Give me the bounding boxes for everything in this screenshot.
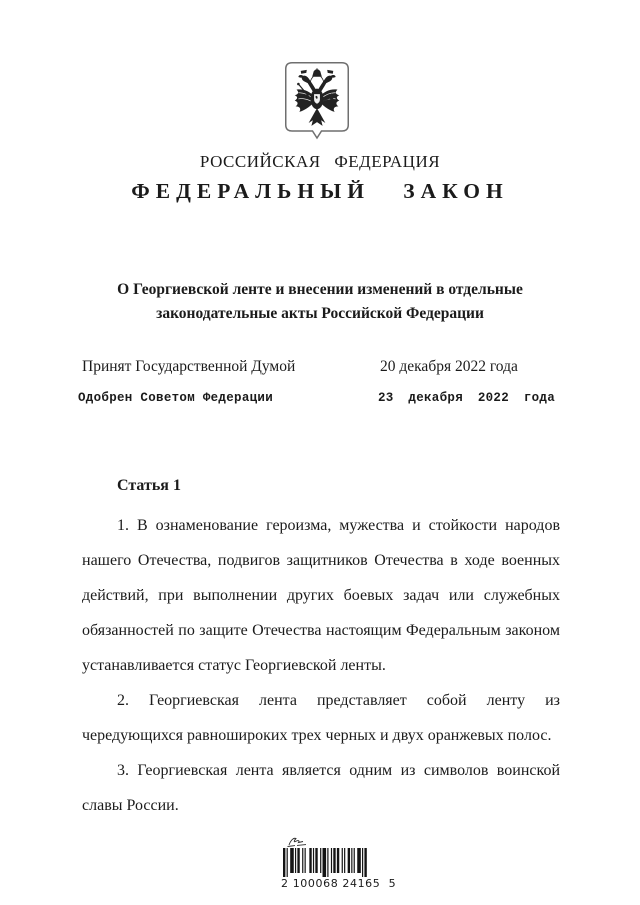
approved-by-council-date: 23 декабря 2022 года: [378, 391, 556, 405]
passed-by-duma-date: 20 декабря 2022 года: [380, 358, 518, 375]
country-heading: РОССИЙСКАЯ ФЕДЕРАЦИЯ: [199, 152, 441, 171]
russian-coat-of-arms-icon: [285, 62, 349, 140]
law-title-line1: О Георгиевской ленте и внесении изменений в отдельные: [117, 281, 523, 298]
barcode-digits: 2 100068 24165 5: [281, 877, 397, 890]
article-body: [82, 508, 560, 823]
passed-by-duma-label: Принят Государственной Думой: [82, 358, 296, 375]
article-1-heading: Статья 1: [117, 477, 181, 494]
article-paragraph-3: 3. Георгиевская лента является одним из символов воинской славы России.: [82, 762, 560, 814]
article-paragraph-2: 2. Георгиевская лента представляет собой ленту из чередующихся равношироких трех черных и двух оранжевых полос.: [82, 692, 560, 744]
article-paragraph-1: 1. В ознаменование героизма, мужества и стойкости народов нашего Отечества, подвигов защитников Отечества в ходе военных действий, при выполнении других боевых задач или служебных обязанностей по защите Отечества настоящим Федеральным законом устанавливается статус Георгиевской ленты.: [82, 517, 560, 674]
barcode: [283, 848, 368, 878]
law-title-line2: законодательные акты Российской Федерации: [156, 305, 484, 322]
approved-by-council-label: Одобрен Советом Федерации: [78, 391, 274, 405]
document-type-heading: ФЕДЕРАЛЬНЫЙ ЗАКОН: [131, 179, 509, 203]
coat-of-arms-emblem: [285, 62, 349, 140]
law-title: [0, 278, 640, 326]
